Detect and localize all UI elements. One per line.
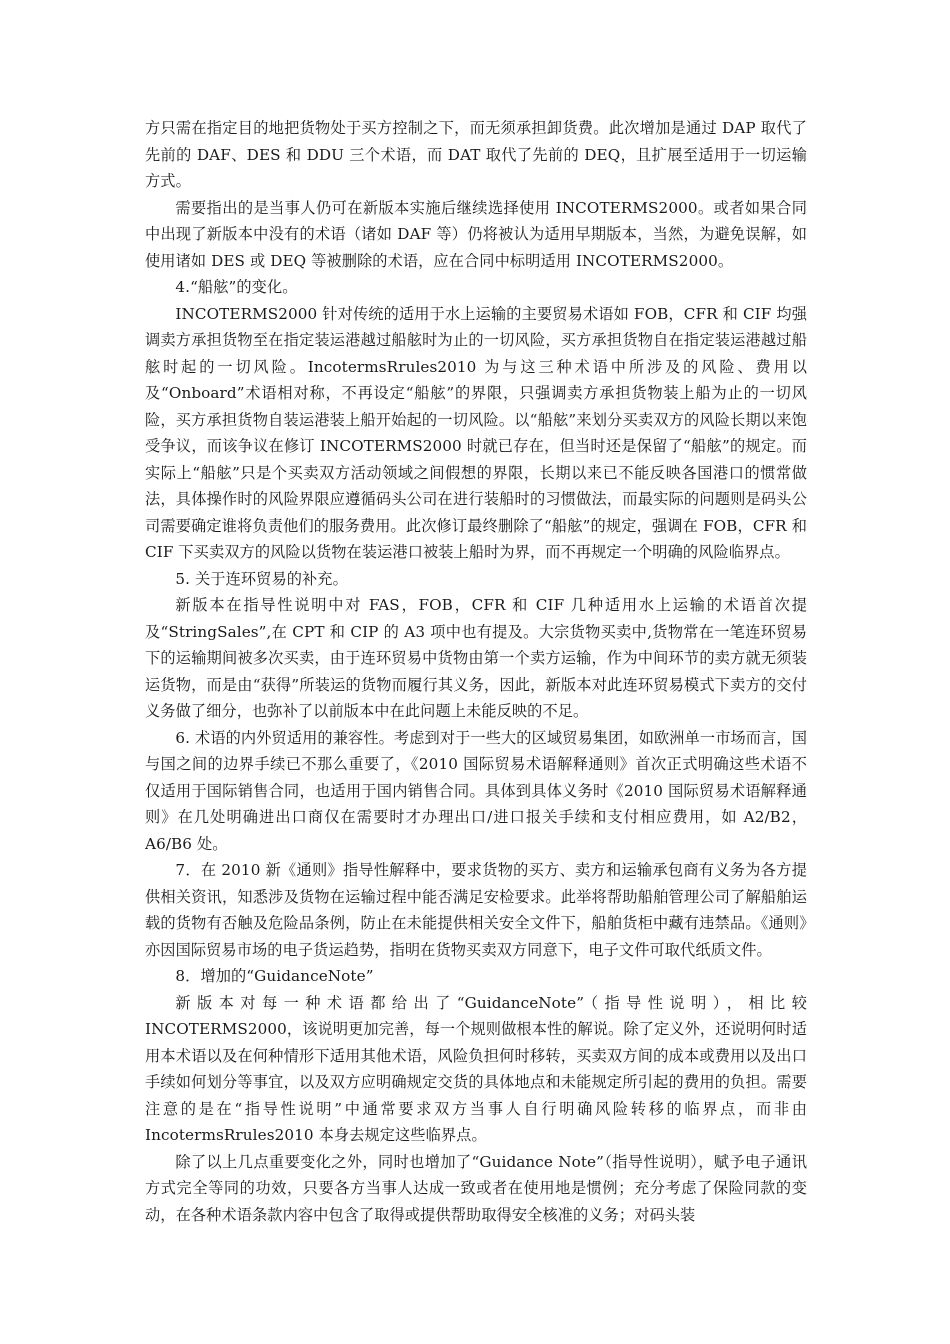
paragraph-other-changes: 除了以上几点重要变化之外，同时也增加了“Guidance Note”（指导性说明），赋予电子通讯方式完全等同的功效，只要各方当事人达成一致或者在使用地是惯例；充分考虑了保险同款的变动，在各种术语条款内容中包含了取得或提供帮助取得安全核准的义务；对码头装	[145, 1152, 807, 1224]
paragraph-guidance-note: 新版本对每一种术语都给出了“GuidanceNote”（指导性说明），相比较 INCOTERMS2000，该说明更加完善，每一个规则做根本性的解说。除了定义外，还说明何时适用本术语以及在何种情形下适用其他术语，风险负担何时移转，买卖双方间的成本或费用以及出口手续如何划分等事宜，以及双方应明确规定交货的具体地点和未能规定所引起的费用的负担。需要注意的是在“指导性说明”中通常要求双方当事人自行明确风险转移的临界点，而非由 IncotermsRrules2010 本身去规定这些临界点。	[145, 993, 807, 1144]
paragraph-string-sales: 新版本在指导性说明中对 FAS，FOB，CFR 和 CIF 几种适用水上运输的术语首次提及“StringSales”,在 CPT 和 CIP 的 A3 项中也有提及。大宗货物买卖中,货物常在一笔连环贸易下的运输期间被多次买卖，由于连环贸易中货物由第一个卖方运输，作为中间环节的卖方就无须装运货物，而是由“获得”所装运的货物而履行其义务，因此，新版本对此连环贸易模式下卖方的交付义务做了细分，也弥补了以前版本中在此问题上未能反映的不足。	[145, 596, 807, 720]
section-heading-8: 8．增加的“GuidanceNote”	[175, 967, 374, 985]
paragraph-incoterms2000-note: 需要指出的是当事人仍可在新版本实施后继续选择使用 INCOTERMS2000。或者如果合同中出现了新版本中没有的术语（诸如 DAF 等）仍将被认为适用早期版本，当然，为避免误解，如使用诸如 DES 或 DEQ 等被删除的术语，应在合同中标明适用 INCOTERMS2000。	[145, 198, 807, 270]
section-heading-4: 4.“船舷”的变化。	[175, 278, 298, 296]
paragraph-continuation: 方只需在指定目的地把货物处于买方控制之下，而无须承担卸货费。此次增加是通过 DAP 取代了先前的 DAF、DES 和 DDU 三个术语，而 DAT 取代了先前的 DEQ，且扩展至适用于一切运输方式。	[145, 119, 807, 190]
document-page	[145, 115, 807, 1228]
paragraph-security-info: 7．在 2010 新《通则》指导性解释中，要求货物的买方、卖方和运输承包商有义务为各方提供相关资讯，知悉涉及货物在运输过程中能否满足安检要求。此举将帮助船舶管理公司了解船舶运载的货物有否触及危险品条例，防止在未能提供相关安全文件下，船舶货柜中藏有违禁品。《通则》亦因国际贸易市场的电子货运趋势，指明在货物买卖双方同意下，电子文件可取代纸质文件。	[145, 861, 807, 959]
section-heading-5: 5. 关于连环贸易的补充。	[175, 569, 348, 588]
paragraph-domestic-compatibility: 6. 术语的内外贸适用的兼容性。考虑到对于一些大的区域贸易集团，如欧洲单一市场而言，国与国之间的边界手续已不那么重要了，《2010 国际贸易术语解释通则》首次正式明确这些术语不仅适用于国际销售合同，也适用于国内销售合同。具体到具体义务时《2010 国际贸易术语解释通则》在几处明确进出口商仅在需要时才办理出口/进口报关手续和支付相应费用，如 A2/B2，A6/B6 处。	[145, 728, 807, 853]
paragraph-ship-rail: INCOTERMS2000 针对传统的适用于水上运输的主要贸易术语如 FOB，CFR 和 CIF 均强调卖方承担货物至在指定装运港越过船舷时为止的一切风险，买方承担货物自在指定装运港越过船舷时起的一切风险。IncotermsRrules2010 为与这三种术语中所涉及的风险、费用以及“Onboard”术语相对称，不再设定“船舷”的界限，只强调卖方承担货物装上船为止的一切风险，买方承担货物自装运港装上船开始起的一切风险。以“船舷”来划分买卖双方的风险长期以来饱受争议，而该争议在修订 INCOTERMS2000 时就已存在，但当时还是保留了“船舷”的规定。而实际上“船舷”只是个买卖双方活动领域之间假想的界限，长期以来已不能反映各国港口的惯常做法，具体操作时的风险界限应遵循码头公司在进行装船时的习惯做法，而最实际的问题则是码头公司需要确定谁将负责他们的服务费用。此次修订最终删除了“船舷”的规定，强调在 FOB，CFR 和 CIF 下买卖双方的风险以货物在装运港口被装上船时为界，而不再规定一个明确的风险临界点。	[145, 304, 807, 561]
